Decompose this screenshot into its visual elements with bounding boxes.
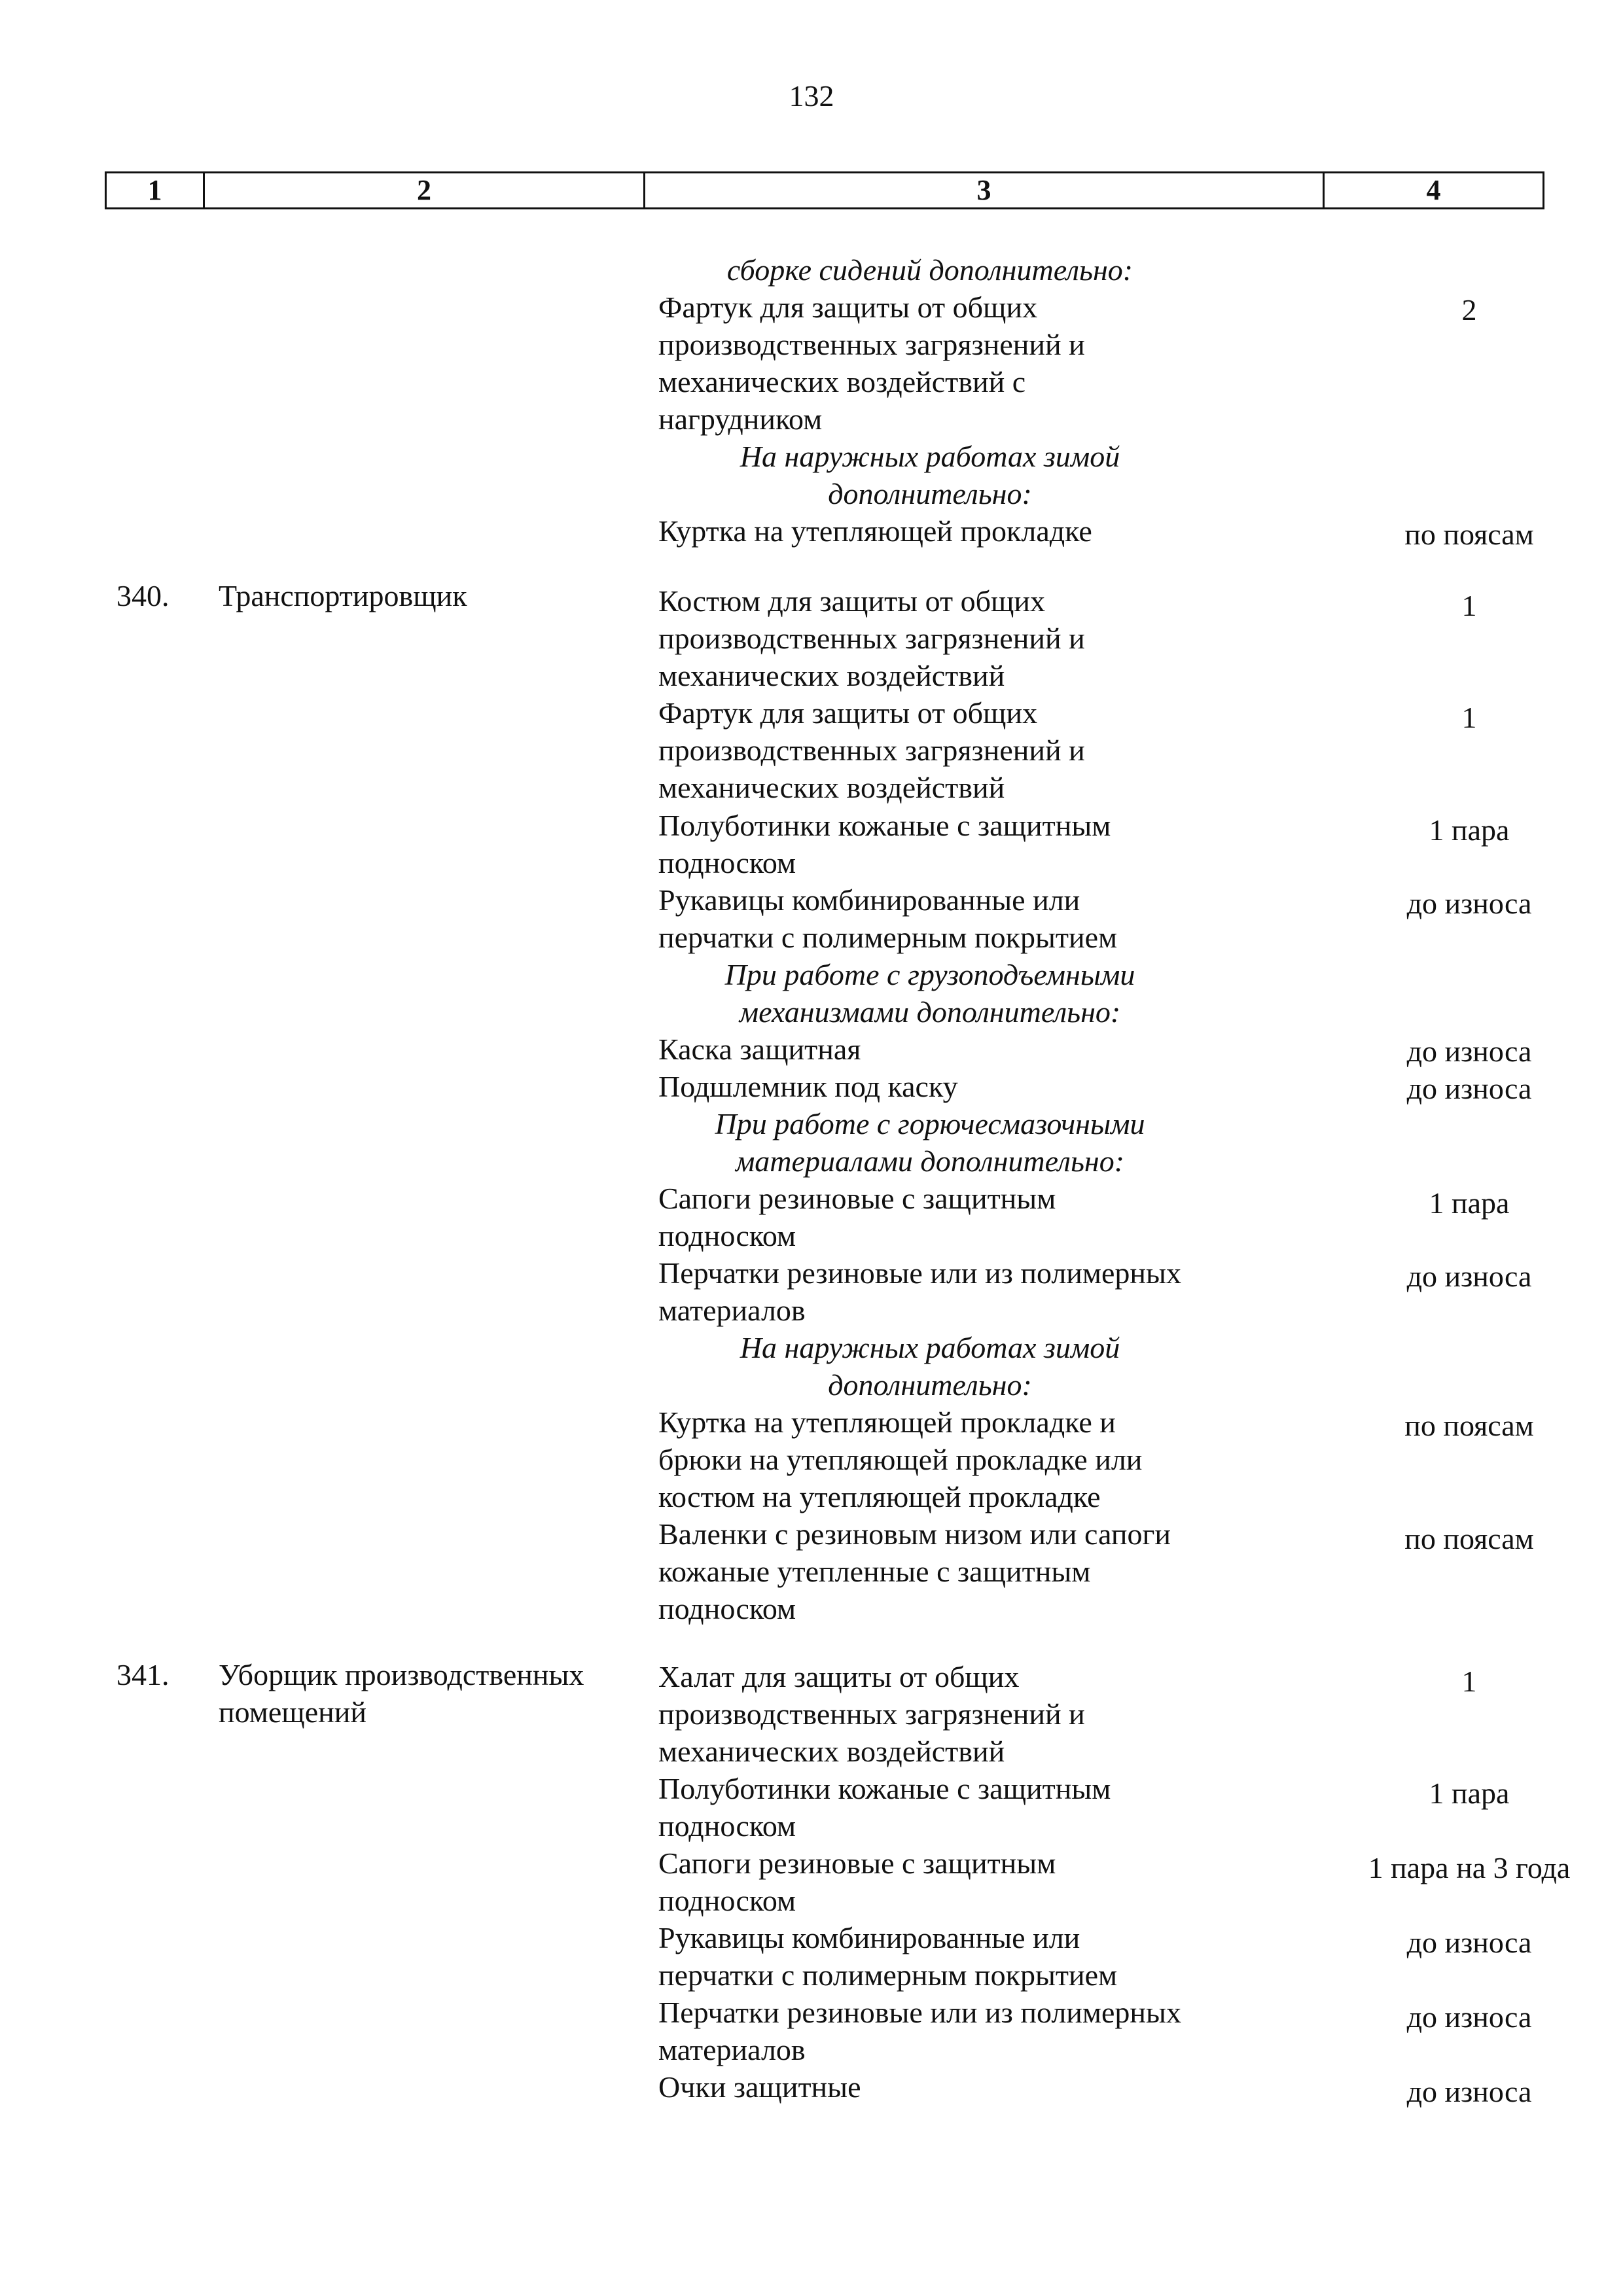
subheading: На наружных работах зимой дополнительно:: [740, 440, 1120, 510]
item-qty: 1: [1461, 589, 1477, 622]
item-qty: до износа: [1406, 1072, 1532, 1105]
item-name: Перчатки резиновые или из полимерных материалов: [658, 1996, 1181, 2066]
item-qty: по поясам: [1404, 1522, 1534, 1555]
item-qty: 1: [1461, 701, 1477, 734]
item-name: Сапоги резиновые с защитным подноском: [658, 1846, 1056, 1917]
item-qty: до износа: [1406, 1260, 1532, 1293]
item-name: Костюм для защиты от общих производственных загрязнений и механических воздействий: [658, 584, 1085, 692]
item-name: Фартук для защиты от общих производственных загрязнений и механических воздействий: [658, 696, 1085, 804]
subheading: При работе с горючесмазочными материалами дополнительно:: [715, 1107, 1145, 1178]
item-name: Рукавицы комбинированные или перчатки с полимерным покрытием: [658, 883, 1118, 954]
item-name: Подшлемник под каску: [658, 1070, 958, 1103]
item-name: Сапоги резиновые с защитным подноском: [658, 1182, 1056, 1252]
item-name: Халат для защиты от общих производственных загрязнений и механических воздействий: [658, 1660, 1085, 1768]
item-qty: 2: [1461, 293, 1477, 327]
item-name: Куртка на утепляющей прокладке: [658, 514, 1092, 548]
item-qty: до износа: [1406, 887, 1532, 920]
item-qty: 1 пара: [1429, 1776, 1510, 1810]
item-name: Каска защитная: [658, 1033, 861, 1066]
subheading: На наружных работах зимой дополнительно:: [740, 1331, 1120, 1402]
item-qty: 1 пара: [1429, 1186, 1510, 1220]
entry-number: 340.: [116, 579, 169, 612]
item-name: Рукавицы комбинированные или перчатки с полимерным покрытием: [658, 1921, 1118, 1992]
item-name: Фартук для защиты от общих производственных загрязнений и механических воздействий с нагрудником: [658, 291, 1085, 436]
entry-number: 341.: [116, 1658, 169, 1691]
item-name: Валенки с резиновым низом или сапоги кожаные утепленные с защитным подноском: [658, 1517, 1171, 1625]
item-qty: до износа: [1406, 1034, 1532, 1068]
page-number: 132: [789, 79, 834, 113]
item-name: Перчатки резиновые или из полимерных материалов: [658, 1256, 1181, 1327]
column-header-3: 3: [645, 173, 1324, 209]
item-qty: 1 пара: [1429, 813, 1510, 847]
item-name: Полуботинки кожаные с защитным подноском: [658, 1772, 1111, 1843]
column-header-2: 2: [204, 173, 645, 209]
item-qty: до износа: [1406, 1926, 1532, 1959]
profession-name: Транспортировщик: [219, 579, 467, 612]
column-header-4: 4: [1324, 173, 1544, 209]
item-qty: 1 пара на 3 года: [1368, 1851, 1571, 1884]
item-qty: по поясам: [1404, 1409, 1534, 1442]
subheading-continuation: сборке сидений дополнительно:: [726, 253, 1133, 287]
column-header-table: [105, 171, 1544, 209]
item-qty: 1: [1461, 1665, 1477, 1698]
item-qty: до износа: [1406, 2000, 1532, 2034]
item-name: Куртка на утепляющей прокладке и брюки на утепляющей прокладке или костюм на утепляющей прокладке: [658, 1405, 1143, 1513]
item-qty: по поясам: [1404, 518, 1534, 551]
subheading: При работе с грузоподъемными механизмами дополнительно:: [724, 958, 1135, 1029]
item-name: Полуботинки кожаные с защитным подноском: [658, 809, 1111, 879]
profession-name: Уборщик производственных помещений: [219, 1658, 584, 1729]
item-qty: до износа: [1406, 2075, 1532, 2108]
item-name: Очки защитные: [658, 2070, 861, 2104]
column-header-1: 1: [106, 173, 204, 209]
